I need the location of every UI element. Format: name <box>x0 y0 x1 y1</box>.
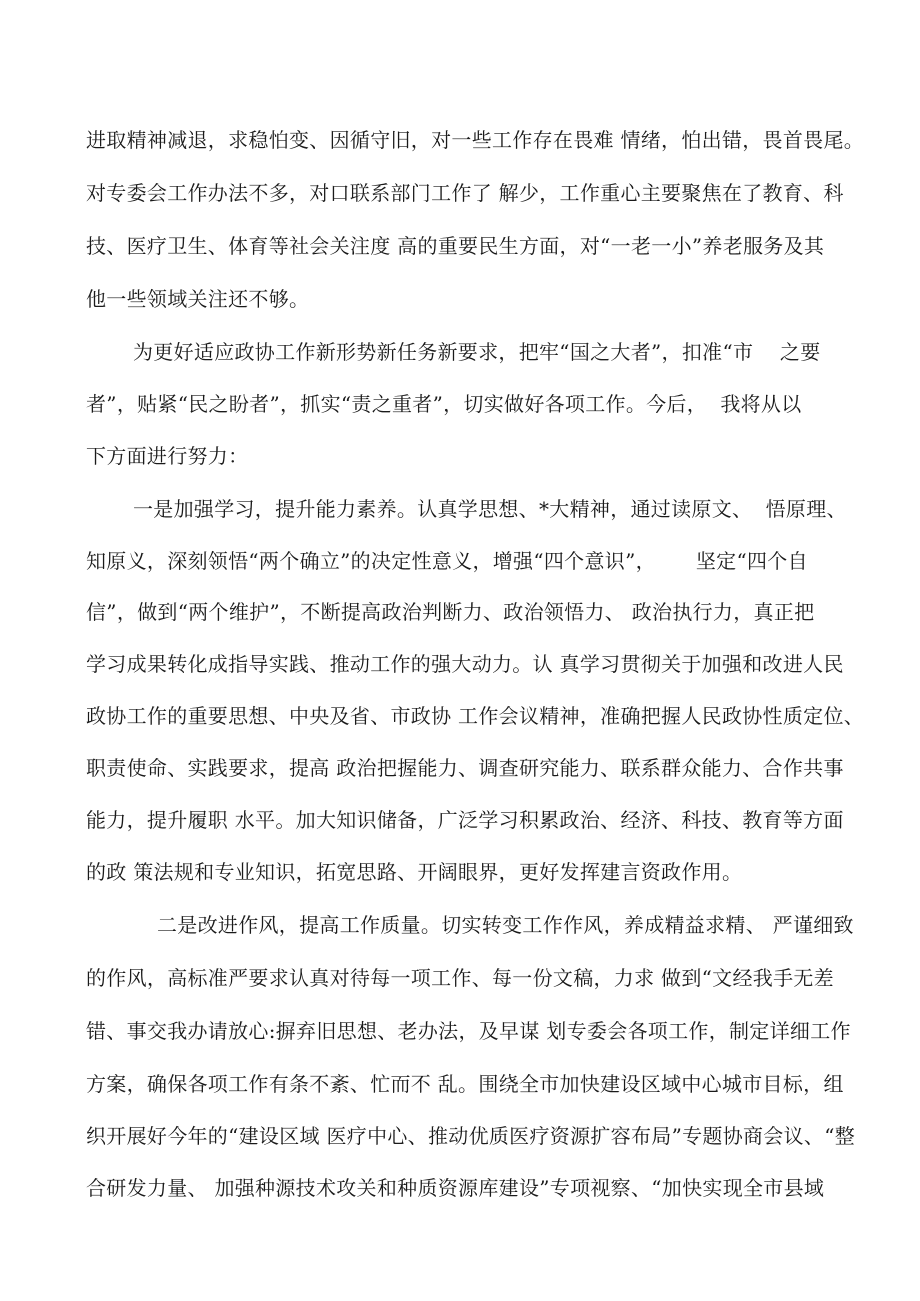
text-line: 一是加强学习，提升能力素养。认真学思想、*大精神，通过读原文、 悟原理、 <box>133 497 847 521</box>
text-line: 职责使命、实践要求，提高 政治把握能力、调查研究能力、联系群众能力、合作共事 <box>86 756 844 780</box>
text-line: 他一些领域关注还不够。 <box>86 287 310 311</box>
text-line: 为更好适应政协工作新形势新任务新要求，把牢“国之大者”，扣准“市 之要 <box>133 340 821 364</box>
text-line: 合研发力量、 加强种源技术攻关和种质资源库建设”专项视察、“加快实现全市县域 <box>86 1176 825 1200</box>
text-line: 知原义，深刻领悟“两个确立”的决定性意义，增强“四个意识”， 坚定“四个自 <box>86 549 808 573</box>
text-line: 学习成果转化成指导实践、推动工作的强大动力。认 真学习贯彻关于加强和改进人民 <box>86 652 844 676</box>
text-line: 织开展好今年的“建设区域 医疗中心、推动优质医疗资源扩容布局”专题协商会议、“整 <box>86 1124 856 1148</box>
text-line: 方案，确保各项工作有条不紊、忙而不 乱。围绕全市加快建设区域中心城市目标，组 <box>86 1072 844 1096</box>
text-line: 下方面进行努力： <box>86 444 249 468</box>
text-line: 错、事交我办请放心:摒弃旧思想、老办法，及早谋 划专委会各项工作，制定详细工作 <box>86 1019 851 1043</box>
text-line: 能力，提升履职 水平。加大知识储备，广泛学习积累政治、经济、科技、教育等方面 <box>86 808 844 832</box>
text-line: 政协工作的重要思想、中央及省、市政协 工作会议精神，准确把握人民政协性质定位、 <box>86 704 865 728</box>
text-line: 二是改进作风，提高工作质量。切实转变工作作风，养成精益求精、 严谨细致 <box>157 913 854 937</box>
text-line: 的作风，高标准严要求认真对待每一项工作、每一份文稿，力求 做到“文经我手无差 <box>86 966 834 990</box>
text-line: 者”，贴紧“民之盼者”，抓实“责之重者”，切实做好各项工作。今后， 我将从以 <box>86 392 802 416</box>
text-line: 技、医疗卫生、体育等社会关注度 高的重要民生方面，对“一老一小”养老服务及其 <box>86 234 825 258</box>
text-line: 的政 策法规和专业知识，拓宽思路、开阔眼界，更好发挥建言资政作用。 <box>86 860 743 884</box>
text-line: 信”，做到“两个维护”，不断提高政治判断力、政治领悟力、 政治执行力，真正把 <box>86 600 815 624</box>
text-line: 进取精神减退，求稳怕变、因循守旧，对一些工作存在畏难 情绪，怕出错，畏首畏尾。 <box>86 128 865 152</box>
text-line: 对专委会工作办法不多，对口联系部门工作了 解少，工作重心主要聚焦在了教育、科 <box>86 181 844 205</box>
